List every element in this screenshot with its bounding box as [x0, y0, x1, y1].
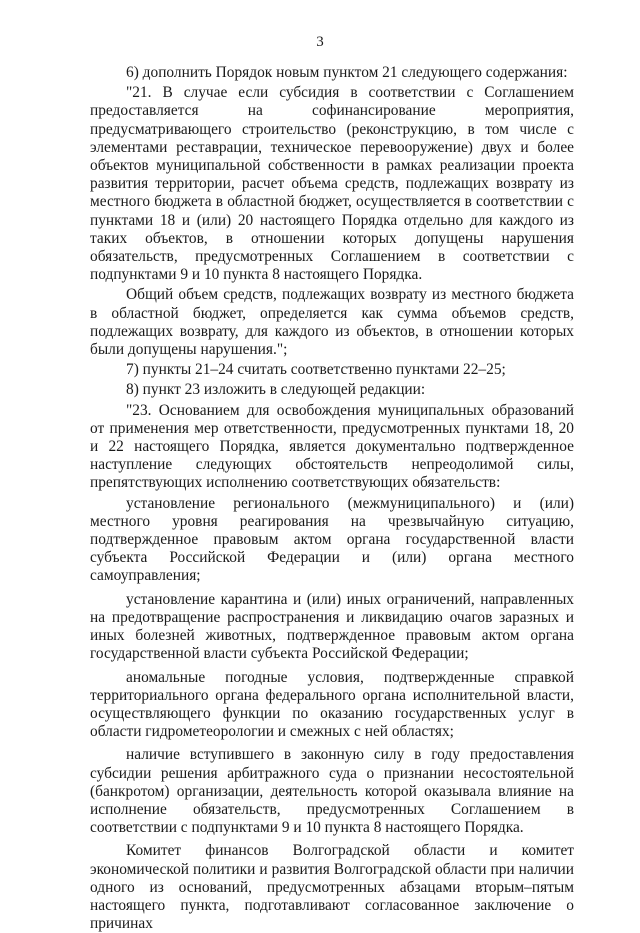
paragraph-committee: Комитет финансов Волгоградской области и комитет экономической политики и развития Волгоградской области при наличии одного из оснований, предусмотренных абзацами вторым–пятым настоящего пункта, подготавливают согласованное заключение о причинах [90, 842, 574, 933]
paragraph-total-volume: Общий объем средств, подлежащих возврату из местного бюджета в областной бюджет, определяется как сумма объемов средств, подлежащих возврату, для каждого из объектов, в отношении которых были допущены нарушения."; [90, 286, 574, 359]
paragraph-emergency-response: установление регионального (межмуниципального) и (или) местного уровня реагирования на чрезвычайную ситуацию, подтвержденное правовым актом органа государственной власти субъекта Российской Федерации и (или) органа местного самоуправления; [90, 494, 574, 585]
paragraph-point-21: "21. В случае если субсидия в соответствии с Соглашением предоставляется на софинансирование мероприятия, предусматривающего строительство (реконструкцию, в том числе с элементами реставрации, техническое перевооружение) двух и более объектов муниципальной собственности в рамках реализации проекта развития территории, расчет объема средств, подлежащих возврату из местного бюджета в областной бюджет, осуществляется в соответствии с пунктами 18 и (или) 20 настоящего Порядка отдельно для каждого из таких объектов, в отношении которых допущены нарушения обязательств, предусмотренных Соглашением в соответствии с подпунктами 9 и 10 пункта 8 настоящего Порядка. [90, 84, 574, 284]
paragraph-quarantine: установление карантина и (или) иных ограничений, направленных на предотвращение распространения и ликвидацию очагов заразных и иных болезней животных, подтвержденное правовым актом органа государственной власти субъекта Российской Федерации; [90, 590, 574, 663]
document-body [90, 64, 574, 933]
paragraph-item-8: 8) пункт 23 изложить в следующей редакции: [126, 381, 426, 399]
paragraph-weather: аномальные погодные условия, подтвержденные справкой территориального органа федерального органа исполнительной власти, осуществляющего функции по оказанию государственных услуг в области гидрометеорологии и смежных с ней областях; [90, 668, 574, 741]
paragraph-item-7: 7) пункты 21–24 считать соответственно пунктами 22–25; [126, 361, 506, 379]
page-number: 3 [316, 34, 324, 50]
paragraph-bankruptcy: наличие вступившего в законную силу в году предоставления субсидии решения арбитражного суда о признании несостоятельной (банкротом) организации, деятельность которой оказывала влияние на исполнение обязательств, предусмотренных Соглашением в соответствии с подпунктами 9 и 10 пункта 8 настоящего Порядка. [90, 746, 574, 837]
paragraph-item-6: 6) дополнить Порядок новым пунктом 21 следующего содержания: [126, 64, 568, 81]
paragraph-point-23: "23. Основанием для освобождения муниципальных образований от применения мер ответственности, предусмотренных пунктами 18, 20 и 22 настоящего Порядка, является документально подтвержденное наступление следующих обстоятельств непреодолимой силы, препятствующих исполнению соответствующих обязательств: [90, 401, 574, 492]
